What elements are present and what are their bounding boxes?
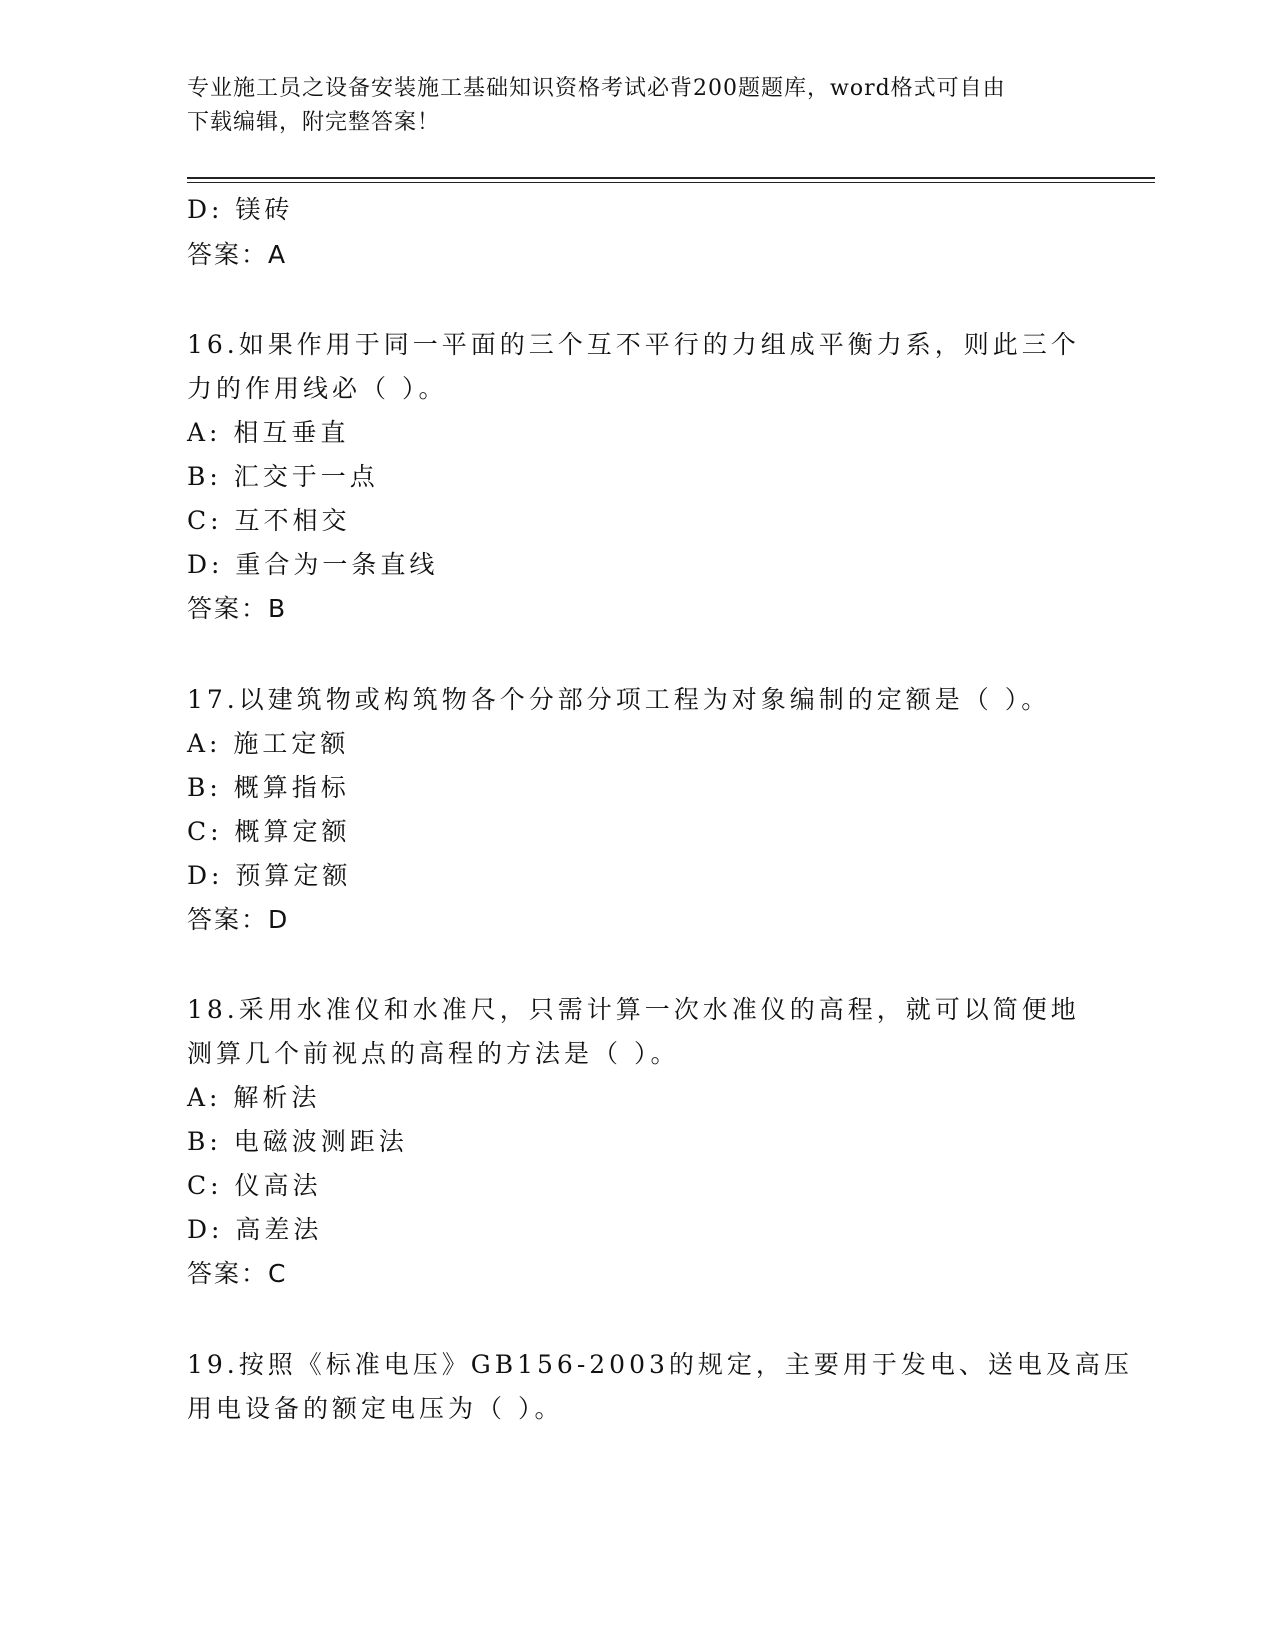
question-17-option-d: D: 预算定额: [187, 861, 352, 890]
question-18-option-a: A: 解析法: [187, 1083, 321, 1112]
question-18-option-b: B: 电磁波测距法: [187, 1127, 408, 1156]
option-d-previous: D: 镁砖: [187, 195, 294, 224]
header-rule-thin: [187, 182, 1155, 183]
question-18-line-1: 18.采用水准仪和水准尺，只需计算一次水准仪的高程，就可以简便地: [187, 995, 1080, 1024]
question-16-option-b: B: 汇交于一点: [187, 462, 379, 491]
header-line-2: 下载编辑，附完整答案！: [187, 110, 441, 135]
question-19-line-1: 19.按照《标准电压》GB156-2003的规定，主要用于发电、送电及高压: [187, 1350, 1133, 1379]
question-16-option-c: C: 互不相交: [187, 506, 351, 535]
header-line-1: 专业施工员之设备安装施工基础知识资格考试必背200题题库，word格式可自由: [187, 76, 1006, 101]
question-17-option-a: A: 施工定额: [187, 729, 350, 758]
question-17-option-c: C: 概算定额: [187, 817, 351, 846]
question-19-line-2: 用电设备的额定电压为（ ）。: [187, 1394, 564, 1423]
question-18-option-c: C: 仪高法: [187, 1171, 322, 1200]
question-16-line-2: 力的作用线必（ ）。: [187, 374, 448, 403]
question-18-answer: 答案：C: [187, 1259, 288, 1288]
answer-previous: 答案：A: [187, 240, 288, 269]
question-16-option-d: D: 重合为一条直线: [187, 550, 439, 579]
question-17-answer: 答案：D: [187, 905, 290, 934]
question-17-option-b: B: 概算指标: [187, 773, 350, 802]
header-rule-thick: [187, 177, 1155, 179]
question-16-line-1: 16.如果作用于同一平面的三个互不平行的力组成平衡力系，则此三个: [187, 330, 1080, 359]
question-18-line-2: 测算几个前视点的高程的方法是（ ）。: [187, 1039, 680, 1068]
document-header: [187, 72, 1087, 140]
question-16-option-a: A: 相互垂直: [187, 418, 350, 447]
question-18-option-d: D: 高差法: [187, 1215, 323, 1244]
question-16-answer: 答案：B: [187, 594, 288, 623]
question-17-line-1: 17.以建筑物或构筑物各个分部分项工程为对象编制的定额是（ ）。: [187, 685, 1051, 714]
